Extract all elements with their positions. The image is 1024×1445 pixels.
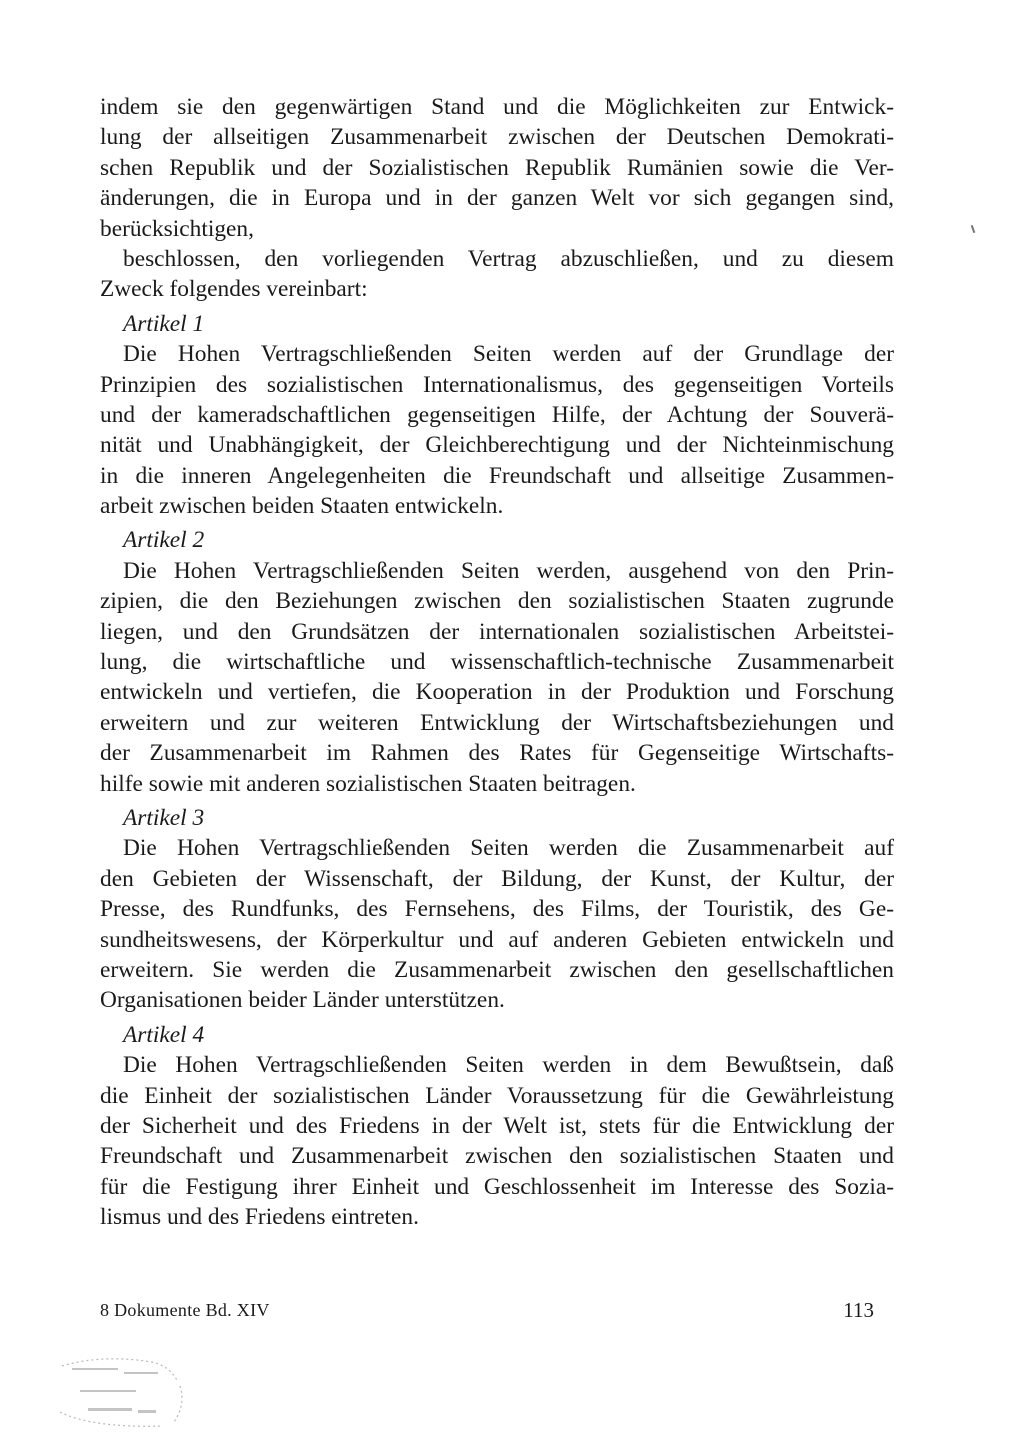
text-line: liegen, und den Grundsätzen der internationalen sozialistischen Arbeitstei-: [100, 618, 894, 645]
article-4: [100, 1020, 894, 1233]
page-number: 113: [843, 1298, 874, 1322]
article-2: [100, 525, 894, 799]
text-line: nität und Unabhängigkeit, der Gleichberechtigung und der Nichteinmischung: [100, 432, 894, 459]
intro-paragraph: [100, 92, 894, 305]
text-line: Organisationen beider Länder unterstützen.: [100, 987, 505, 1014]
text-line: Presse, des Rundfunks, des Fernsehens, des Films, der Touristik, des Ge-: [100, 896, 894, 923]
text-line: Die Hohen Vertragschließenden Seiten werden auf der Grundlage der: [123, 341, 894, 368]
text-line: lung, die wirtschaftliche und wissenschaftlich-technische Zusammenarbeit: [100, 649, 894, 676]
margin-mark: [971, 225, 976, 233]
article-heading: Artikel 2: [123, 527, 205, 554]
document-body: [100, 92, 894, 1232]
article-heading: Artikel 3: [123, 804, 205, 831]
text-line: arbeit zwischen beiden Staaten entwickeln.: [100, 493, 504, 520]
library-stamp-icon: [52, 1352, 192, 1432]
text-line: entwickeln und vertiefen, die Kooperation in der Produktion und Forschung: [100, 679, 894, 706]
text-line: beschlossen, den vorliegenden Vertrag abzuschließen, und zu diesem: [123, 245, 894, 272]
text-line: erweitern. Sie werden die Zusammenarbeit zwischen den gesellschaftlichen: [100, 956, 894, 983]
text-line: lismus und des Friedens eintreten.: [100, 1204, 419, 1231]
text-line: die Einheit der sozialistischen Länder Voraussetzung für die Gewährleistung: [100, 1082, 894, 1109]
text-line: der Sicherheit und des Friedens in der Welt ist, stets für die Entwicklung der: [100, 1112, 894, 1139]
text-line: Prinzipien des sozialistischen Internationalismus, des gegenseitigen Vorteils: [100, 371, 894, 398]
text-line: Freundschaft und Zusammenarbeit zwischen den sozialistischen Staaten und: [100, 1143, 894, 1170]
text-line: Zweck folgendes vereinbart:: [100, 276, 368, 303]
text-line: und der kameradschaftlichen gegenseitigen Hilfe, der Achtung der Souverä-: [100, 401, 894, 428]
text-line: sundheitswesens, der Körperkultur und auf anderen Gebieten entwickeln und: [100, 926, 894, 953]
text-line: indem sie den gegenwärtigen Stand und die Möglichkeiten zur Entwick-: [100, 94, 894, 120]
text-line: Die Hohen Vertragschließenden Seiten werden, ausgehend von den Prin-: [123, 557, 894, 584]
article-heading: Artikel 4: [123, 1021, 205, 1048]
text-line: hilfe sowie mit anderen sozialistischen Staaten beitragen.: [100, 770, 636, 797]
text-line: Die Hohen Vertragschließenden Seiten werden in dem Bewußtsein, daß: [123, 1052, 894, 1079]
page-footer: [100, 1300, 874, 1330]
article-3: [100, 803, 894, 1016]
text-line: lung der allseitigen Zusammenarbeit zwischen der Deutschen Demokrati-: [100, 124, 894, 151]
text-line: schen Republik und der Sozialistischen Republik Rumänien sowie die Ver-: [100, 154, 894, 181]
text-line: erweitern und zur weiteren Entwicklung der Wirtschaftsbeziehungen und: [100, 709, 894, 736]
text-line: der Zusammenarbeit im Rahmen des Rates für Gegenseitige Wirtschafts-: [100, 740, 894, 767]
signature-line: 8 Dokumente Bd. XIV: [100, 1300, 270, 1320]
text-line: zipien, die den Beziehungen zwischen den sozialistischen Staaten zugrunde: [100, 588, 894, 615]
text-line: den Gebieten der Wissenschaft, der Bildung, der Kunst, der Kultur, der: [100, 865, 894, 892]
text-line: in die inneren Angelegenheiten die Freundschaft und allseitige Zusammen-: [100, 462, 894, 489]
article-1: [100, 309, 894, 522]
text-line: berücksichtigen,: [100, 215, 254, 242]
text-line: änderungen, die in Europa und in der ganzen Welt vor sich gegangen sind,: [100, 185, 894, 212]
text-line: für die Festigung ihrer Einheit und Geschlossenheit im Interesse des Sozia-: [100, 1173, 894, 1200]
article-heading: Artikel 1: [123, 310, 205, 337]
text-line: Die Hohen Vertragschließenden Seiten werden die Zusammenarbeit auf: [123, 835, 894, 862]
